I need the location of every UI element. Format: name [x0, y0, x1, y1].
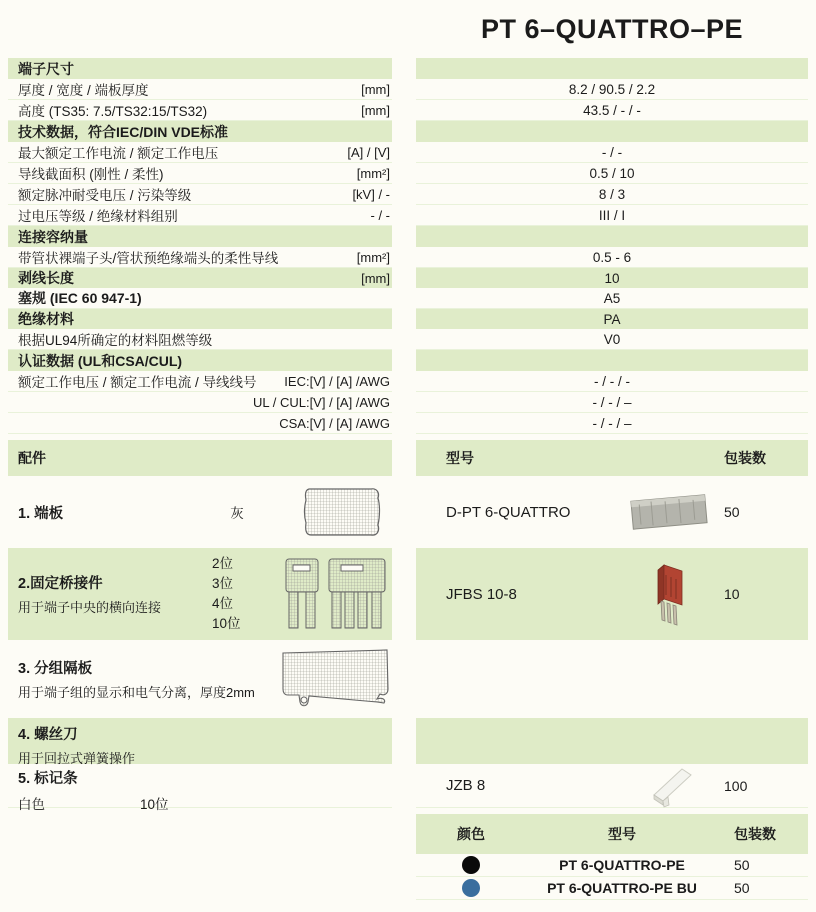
- spec-label: 额定工作电压 / 额定工作电流 / 导线线号: [18, 375, 257, 390]
- spec-row: [0, 100, 816, 121]
- spec-row: [0, 413, 816, 434]
- spec-section-approval-data: [0, 350, 816, 371]
- empty-cell: [8, 814, 392, 854]
- accessory-pack-qty: 10: [724, 586, 740, 602]
- spec-section-terminal-dimensions: [0, 58, 816, 79]
- divider-drawing-icon: [272, 647, 392, 711]
- spec-row: [0, 79, 816, 100]
- spec-row: [0, 371, 816, 392]
- accessory-row-screwdriver: [0, 718, 816, 764]
- option-4pos: 4位: [212, 596, 234, 611]
- spec-label: 剥线长度: [18, 270, 74, 286]
- model-column-header: 型号: [608, 826, 636, 842]
- accessory-title: 4. 螺丝刀: [18, 727, 78, 743]
- spec-label: 根据UL94所确定的材料阻燃等级: [18, 333, 213, 348]
- spec-unit: [mm]: [361, 270, 390, 286]
- spec-row: [0, 163, 816, 184]
- spec-unit: [A] / [V]: [347, 144, 390, 160]
- section-header-label: 技术数据，符合IEC/DIN VDE标准: [8, 121, 392, 142]
- section-header-band: [416, 226, 808, 247]
- pack-column-header: 包装数: [734, 826, 776, 842]
- accessory-title: 5. 标记条: [18, 771, 78, 787]
- pack-qty: 50: [734, 880, 750, 896]
- product-model: PT 6-QUATTRO-PE: [559, 857, 685, 873]
- spec-label: 带管状裸端子头/管状预绝缘端头的柔性导线: [18, 251, 279, 266]
- spec-label: 高度 (TS35: 7.5/TS32:15/TS32): [18, 104, 208, 119]
- accessory-model: JFBS 10-8: [446, 585, 517, 603]
- accessory-title: 1. 端板: [18, 505, 64, 522]
- accessory-desc: 白色: [18, 797, 45, 812]
- accessory-desc: 用于回拉式弹簧操作: [18, 751, 136, 766]
- spec-label: 过电压等级 / 绝缘材料组别: [18, 209, 178, 224]
- accessory-row-group-divider: [0, 640, 816, 718]
- bridge-photo-icon: [614, 561, 724, 627]
- spec-row: [0, 329, 816, 350]
- color-table-header: [0, 814, 816, 854]
- accessory-model: D-PT 6-QUATTRO: [446, 503, 571, 521]
- spec-table: [0, 58, 816, 434]
- content: [0, 58, 816, 900]
- accessory-desc: 用于端子组的显示和电气分离，厚度2mm: [18, 685, 255, 700]
- spec-value: III / I: [416, 205, 808, 226]
- product-model: PT 6-QUATTRO-PE BU: [547, 880, 697, 896]
- pack-qty: 50: [734, 857, 750, 873]
- spec-value: PA: [416, 309, 808, 329]
- spec-value: - / -: [416, 142, 808, 163]
- spec-row: [0, 205, 816, 226]
- pack-column-header: 包装数: [724, 450, 766, 466]
- section-header-band: [416, 350, 808, 371]
- color-table-row: [0, 854, 816, 877]
- section-header-label: 认证数据 (UL和CSA/CUL): [8, 350, 392, 371]
- spec-unit: [kV] / -: [352, 186, 390, 202]
- option-2pos: 2位: [212, 556, 234, 571]
- spec-row: [0, 142, 816, 163]
- spec-label: 额定脉冲耐受电压 / 污染等级: [18, 188, 192, 203]
- spec-label: 绝缘材料: [18, 311, 74, 327]
- color-dot-blue: [462, 879, 480, 897]
- spec-unit: IEC:[V] / [A] /AWG: [284, 373, 390, 389]
- spec-value: 8.2 / 90.5 / 2.2: [416, 79, 808, 100]
- accessory-pack-qty: 100: [724, 777, 748, 794]
- spec-label: 导线截面积 (刚性 / 柔性): [18, 167, 164, 182]
- spec-value: - / - / –: [416, 392, 808, 413]
- accessory-options: [176, 554, 280, 634]
- green-band: [416, 718, 808, 764]
- spec-row: [0, 247, 816, 268]
- page-title: PT 6–QUATTRO–PE: [480, 14, 744, 44]
- spec-label: 塞规 (IEC 60 947-1): [18, 290, 142, 306]
- accessory-row-fixed-bridge: [0, 548, 816, 640]
- option-3pos: 3位: [212, 576, 234, 591]
- end-plate-photo-icon: [614, 488, 724, 536]
- spec-value: - / - / –: [416, 413, 808, 434]
- accessories-header: [0, 440, 816, 476]
- spec-section-technical-data: [0, 121, 816, 142]
- accessory-title: 2.固定桥接件: [18, 576, 103, 592]
- accessory-option: 灰: [230, 506, 244, 521]
- accessory-row-marker-strip: [0, 764, 816, 812]
- section-header-band: [416, 58, 808, 79]
- spec-unit: - / -: [370, 207, 390, 223]
- spec-section-connection-capacity: [0, 226, 816, 247]
- accessory-pack-qty: 50: [724, 504, 740, 520]
- spec-value: 8 / 3: [416, 184, 808, 205]
- spec-unit: [mm²]: [356, 165, 390, 181]
- option-10pos: 10位: [212, 616, 241, 631]
- accessory-model: JZB 8: [446, 777, 486, 794]
- spec-label: 厚度 / 宽度 / 端板厚度: [18, 83, 149, 98]
- spec-row-gauge: [0, 288, 816, 309]
- marker-strip-photo-icon: [614, 764, 724, 808]
- color-dot-black: [462, 856, 480, 874]
- accessory-row-end-plate: [0, 476, 816, 548]
- spec-unit: CSA:[V] / [A] /AWG: [279, 415, 390, 431]
- color-column-header: 颜色: [457, 826, 485, 842]
- spec-value: 0.5 - 6: [416, 247, 808, 268]
- spec-row-strip-length: [0, 268, 816, 288]
- accessory-option: 10位: [140, 797, 169, 812]
- spec-value: - / - / -: [416, 371, 808, 392]
- spec-label: 最大额定工作电流 / 额定工作电压: [18, 146, 219, 161]
- empty-cell: [8, 877, 392, 900]
- model-column-header: 型号: [446, 450, 474, 466]
- section-header-label: 端子尺寸: [8, 58, 392, 79]
- section-header-band: [416, 121, 808, 142]
- spec-row: [0, 184, 816, 205]
- empty-cell: [416, 640, 808, 718]
- color-table-row: [0, 877, 816, 900]
- spec-unit: [mm]: [361, 81, 390, 97]
- empty-cell: [8, 854, 392, 877]
- spec-value: A5: [416, 288, 808, 309]
- accessory-title: 3. 分组隔板: [18, 661, 93, 677]
- spec-unit: [mm]: [361, 102, 390, 118]
- section-header-label: 连接容纳量: [8, 226, 392, 247]
- bridge-drawing-icon: [280, 555, 392, 633]
- spec-value: V0: [416, 329, 808, 350]
- spec-value: 0.5 / 10: [416, 163, 808, 184]
- spec-row-insulating-material: [0, 309, 816, 329]
- end-plate-drawing-icon: [292, 486, 392, 538]
- spec-unit: [mm²]: [356, 249, 390, 265]
- accessories-title: 配件: [8, 440, 392, 476]
- spec-row: [0, 392, 816, 413]
- accessory-desc: 用于端子中央的横向连接: [18, 600, 162, 615]
- spec-unit: UL / CUL:[V] / [A] /AWG: [252, 394, 390, 410]
- spec-value: 43.5 / - / -: [416, 100, 808, 121]
- spec-value: 10: [416, 268, 808, 288]
